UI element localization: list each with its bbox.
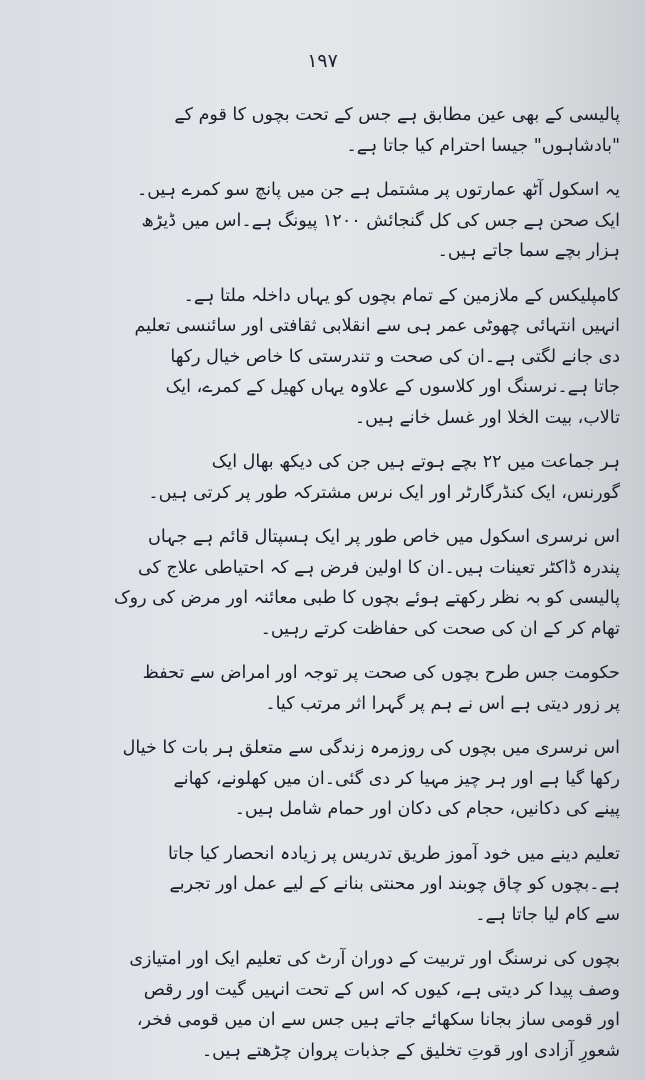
text-line: اور قومی ساز بجانا سکھائے جاتے ہیں جس سے ان میں قومی فخر، (136, 1010, 620, 1030)
paragraph (58, 522, 620, 644)
text-line: سے کام لیا جاتا ہے۔ (475, 904, 620, 925)
text-line: پندرہ ڈاکٹر تعینات ہیں۔ان کا اولین فرض ہے کہ احتیاطی علاج کی (137, 557, 620, 578)
paragraph (58, 447, 620, 508)
paragraph (58, 281, 620, 434)
text-line: "بادشاہوں" جیسا احترام کیا جاتا ہے۔ (346, 135, 620, 156)
text-line: دی جانے لگتی ہے۔ان کی صحت و تندرستی کا خاص خیال رکھا (170, 346, 620, 367)
page-text (58, 100, 620, 1080)
text-line: پالیسی کے بھی عین مطابق ہے جس کے تحت بچوں کا قوم کے (174, 105, 620, 125)
text-line: حکومت جس طرح بچوں کی صحت پر توجہ اور امراض سے تحفظ (142, 663, 620, 683)
text-line: تھام کر کے ان کی صحت کی حفاظت کرتے رہیں۔ (260, 618, 620, 639)
text-line: اس نرسری اسکول میں خاص طور پر ایک ہسپتال قائم ہے جہاں (148, 527, 620, 547)
text-line: وصف پیدا کر دیتی ہے، کیوں کہ اس کے تحت انہیں گیت اور رقص (143, 979, 620, 1000)
page-number: ۱۹۷ (307, 50, 338, 72)
paragraph (58, 944, 620, 1066)
text-line: تعلیم دینے میں خود آموز طریق تدریس پر زیادہ انحصار کیا جاتا (167, 843, 620, 864)
text-line: پر زور دیتی ہے اس نے ہم پر گہرا اثر مرتب کیا۔ (265, 693, 620, 714)
text-line: تالاب، بیت الخلا اور غسل خانے ہیں۔ (354, 407, 620, 428)
text-line: ایک صحن ہے جس کی کل گنجائش ۱۲۰۰ پیونگ ہے۔اس میں ڈیڑھ (141, 210, 620, 231)
text-line: پالیسی کو بہ نظر رکھتے ہوئے بچوں کا طبی معائنہ اور مرض کی روک (113, 588, 620, 608)
text-line: گورنس، ایک کنڈرگارٹر اور ایک نرس مشترکہ طور پر کرتی ہیں۔ (148, 482, 620, 503)
text-line: انہیں انتہائی چھوٹی عمر ہی سے انقلابی ثقافتی اور سائنسی تعلیم (134, 316, 620, 336)
text-line: یہ اسکول آٹھ عمارتوں پر مشتمل ہے جن میں پانچ سو کمرے ہیں۔ (136, 180, 620, 200)
paragraph (58, 733, 620, 825)
text-line: رکھا گیا ہے اور ہر چیز مہیا کر دی گئی۔ان میں کھلونے، کھانے (173, 768, 620, 789)
text-line: ہزار بچے سما جاتے ہیں۔ (437, 241, 620, 261)
text-line: کامپلیکس کے ملازمین کے تمام بچوں کو یہاں داخلہ ملتا ہے۔ (183, 285, 620, 306)
text-line: جاتا ہے۔نرسنگ اور کلاسوں کے علاوہ یہاں کھیل کے کمرے، ایک (165, 377, 620, 397)
text-line: اس نرسری میں بچوں کی روزمرہ زندگی سے متعلق ہر بات کا خیال (122, 738, 620, 758)
paragraph (58, 839, 620, 931)
text-line: پینے کی دکانیں، حجام کی دکان اور حمام شامل ہیں۔ (234, 799, 620, 819)
paragraph (58, 175, 620, 267)
text-line: ہے۔بچوں کو چاق چوبند اور محنتی بنانے کے لیے عمل اور تجربے (169, 874, 620, 894)
text-line: بچوں کی نرسنگ اور تربیت کے دوران آرٹ کی تعلیم ایک اور امتیازی (129, 949, 620, 969)
text-line: شعورِ آزادی اور قوتِ تخلیق کے جذبات پروان چڑھتے ہیں۔ (201, 1040, 620, 1061)
paragraph (58, 100, 620, 161)
text-line: ہر جماعت میں ۲۲ بچے ہوتے ہیں جن کی دیکھ بھال ایک (211, 452, 620, 472)
paragraph (58, 658, 620, 719)
